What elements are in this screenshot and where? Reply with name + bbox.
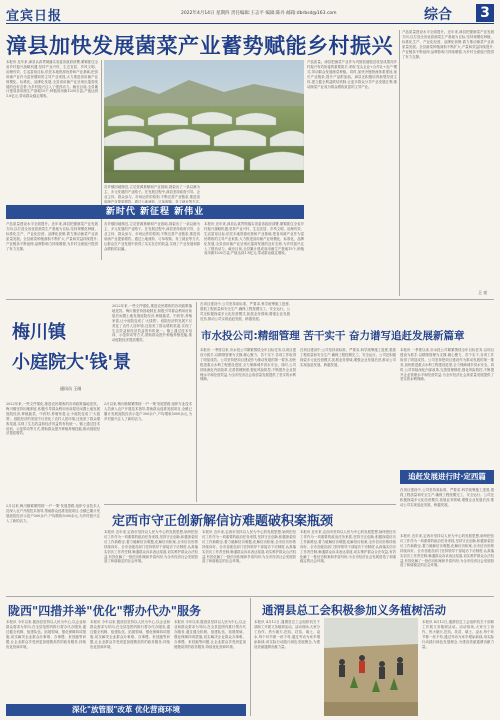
section-name: 综合: [424, 7, 452, 23]
dingxi-text-4: 本报讯 近年来,定西市坚持以人民为中心的发展思想,始终把信访工作作为一项重要的政治任务来抓,坚持守正创新,积极探索信访工作新路径,着力破解信访难题,化解信访积案,全市信访形势持续向好。全市各级各部门坚持领导干部接访下访制度,认真落实信访工作责任制,畅通群众诉求表达渠道,切实维护群众合法权益,有效化解了一批信访积案和矛盾纠纷,为全市经济社会发展营造了和谐稳定的社会环境。: [400, 534, 494, 568]
tongwei-photo: [324, 618, 418, 716]
longxi-text-1: 本报讯 今年以来,陇西县坚持以人民为中心,以企业和群众需求为导向,在全县范围内推行帮办代办服务,通过健全机制、组建队伍、拓展领域、强化保障四项措施,切实解决企业群众办事难、办事慢、来回跑等问题,让企业群众享受到更加便捷高效的政务服务,持续优化营商环境。: [6, 620, 86, 649]
masthead: [6, 4, 494, 24]
issue-meta: 2022年4月14日 星期四 责任编辑:王志平 编辑:陈丹 邮箱:dbrbsd@163.com: [181, 11, 337, 16]
tongwei-headline: 通渭县总工会积极参加义务植树活动: [262, 603, 446, 617]
meichuan-text-4: 2月以来,梅川镇紧紧围绕'一户一策'发展思路,组织专业技术人员深入农户开展技术指导,帮助群众选准发展项目,全镇已累计发展庭院经济示范户300余户,户均增收5000余元,为乡村振兴注入了新的活力。: [6, 504, 100, 523]
longxi-banner: 深化"放管服"改革 优化营商环境: [6, 704, 246, 716]
column-divider: [196, 302, 197, 502]
lead-photo: [104, 60, 304, 183]
lead-text-col6: 本报讯 近年来,漳县认真贯彻落实省委省政府部署,紧紧抓住全省乡村振兴战略机遇,坚持产业兴村、生态宜居、乡风文明、治理有效、生活富裕目标,依托本地资源优势和产业基础,把食用菌产业作为富民增收的主导产业来抓,大力推进食用菌产业规模化、标准化、品牌化发展,全县食用菌产业呈现出蓬勃发展的良好态势,为乡村振兴注入了强劲动力。截至目前,全县累计建成食用菌生产基地15个,种植食用菌1200万袋,产值达到1.8亿元,带动群众稳定增收。: [204, 222, 304, 256]
photo-caption-strip: 新时代 新征程 新伟业: [6, 205, 304, 219]
shuitou-text-2: 在项目建设中,公司坚持高标准、严要求,科学统筹施工进度,狠抓工程质量和安全生产,确保工程按期完工、安全运行。公司还积极探索多元化经营模式,拓展业务领域,增强企业发展后劲,推动公司实现追赶发展、跨越发展。: [300, 348, 396, 367]
meichuan-headline-1: 梅川镇: [12, 322, 66, 343]
tongwei-text-2: 本报讯 4月12日,通渭县总工会组织机关干部职工开展义务植树活动。活动现场,大家分工协作、热火朝天,挖坑、扶苗、填土、浇水,每个环节都一丝不苟,通过劳动为家乡增添新绿,用实际行动践行绿色发展理念,为建设美丽通渭贡献力量。: [422, 620, 494, 649]
tree-planting-photo: [324, 618, 418, 716]
tongwei-text-1: 本报讯 4月12日,通渭县总工会组织机关干部职工开展义务植树活动。活动现场,大家分工协作、热火朝天,挖坑、扶苗、填土、浇水,每个环节都一丝不苟,通过劳动为家乡增添新绿,用实际行动践行绿色发展理念,为建设美丽通渭贡献力量。: [254, 620, 320, 649]
right-banner: 追赶发展进行时·定西篇: [400, 470, 494, 484]
page-number: 3: [476, 4, 494, 22]
meichuan-text-1: 2022年来,一些文件强化,推进农民增收的各项政策落地见效。梅川镇坚持因地制宜,积极引导群众利用房前屋后闲置土地发展庭院经济,种植蔬菜、中药材,养殖家禽,让小庭院变成了'大钱景'。庭院经济的发展不仅美化了农村人居环境,还拓宽了群众增收渠道,实现了生态效益和经济效益的有机统一。镇上通过技术培训、示范带动等方式,帮助群众提升种植养殖技能,推动庭院经济提质增效。: [112, 304, 192, 343]
lead-text-col2: 各乡镇因地制宜,立足资源禀赋和产业基础,探索出了一条以菌为主、多元发展的产业路子。在发展过程中,漳县坚持政府引导、企业主体、群众参与、市场运作的原则,不断完善产业链条,推进食用菌产业提质增效。通过土地流转、订单收购、务工就业等方式,: [104, 185, 200, 203]
shuitou-text-1: 本报讯 一季度以来,市水投公司紧紧围绕全年目标任务,以项目建设为抓手,以精细管理为支撑,凝心聚力、苦干实干,各项工作取得了明显成效。公司坚持把项目建设作为推动发展的第一要务,加快推进重点水利工程建设进度,全力保障城乡供水安全。同时,公司持续深化内部改革,完善管理制度,强化风险防控,不断提升企业管理水平和经营效益,为全市经济社会高质量发展提供了坚实的水利保障。: [200, 348, 296, 382]
dingxi-text-1: 本报讯 近年来,定西市坚持以人民为中心的发展思想,始终把信访工作作为一项重要的政治任务来抓,坚持守正创新,积极探索信访工作新路径,着力破解信访难题,化解信访积案,全市信访形势持续向好。全市各级各部门坚持领导干部接访下访制度,认真落实信访工作责任制,畅通群众诉求表达渠道,切实维护群众合法权益,有效化解了一批信访积案和矛盾纠纷,为全市经济社会发展营造了和谐稳定的社会环境。: [104, 530, 198, 564]
section-divider: [104, 504, 396, 505]
meichuan-headline-2: 小庭院大'钱'景: [12, 352, 132, 373]
column-divider: [101, 60, 102, 260]
shuitou-headline: 市水投公司:精细管理 苦干实干 奋力谱写追赶发展新篇章: [201, 330, 465, 342]
dingxi-text-2: 本报讯 近年来,定西市坚持以人民为中心的发展思想,始终把信访工作作为一项重要的政治任务来抓,坚持守正创新,积极探索信访工作新路径,着力破解信访难题,化解信访积案,全市信访形势持续向好。全市各级各部门坚持领导干部接访下访制度,认真落实信访工作责任制,畅通群众诉求表达渠道,切实维护群众合法权益,有效化解了一批信访积案和矛盾纠纷,为全市经济社会发展营造了和谐稳定的社会环境。: [202, 530, 296, 564]
shuitou-intro: 在项目建设中,公司坚持高标准、严要求,科学统筹施工进度,狠抓工程质量和安全生产,确保工程按期完工、安全运行。公司还积极探索多元化经营模式,拓展业务领域,增强企业发展后劲,推动公司实现追赶发展、跨越发展。: [200, 302, 290, 321]
longxi-text-3: 本报讯 今年以来,陇西县坚持以人民为中心,以企业和群众需求为导向,在全县范围内推行帮办代办服务,通过健全机制、组建队伍、拓展领域、强化保障四项措施,切实解决企业群众办事难、办事慢、来回跑等问题,让企业群众享受到更加便捷高效的政务服务,持续优化营商环境。: [174, 620, 246, 649]
column-divider: [399, 30, 400, 296]
lead-author: 王 亮: [478, 290, 488, 295]
shuitou-text-3: 本报讯 一季度以来,市水投公司紧紧围绕全年目标任务,以项目建设为抓手,以精细管理为支撑,凝心聚力、苦干实干,各项工作取得了明显成效。公司坚持把项目建设作为推动发展的第一要务,加快推进重点水利工程建设进度,全力保障城乡供水安全。同时,公司持续深化内部改革,完善管理制度,强化风险防控,不断提升企业管理水平和经营效益,为全市经济社会高质量发展提供了坚实的水利保障。: [400, 348, 494, 382]
lead-text-col7: 产品质量建设水平全面提升。近年来,漳县把握菌菜产业发展方向,以打造全省优质菌菜生产基地为目标,坚持规模化种植、标准化生产、产业化经营、品牌化营销,着力推动菌菜产业高质量发展。全县菌菜种植面积不断扩大,产量和效益持续提升,产业链条不断延伸,品牌影响力持续增强,为乡村全面振兴提供了有力支撑。: [6, 222, 98, 251]
meichuan-text-3: 2月以来,梅川镇紧紧围绕'一户一策'发展思路,组织专业技术人员深入农户开展技术指导,帮助群众选准发展项目,全镇已累计发展庭院经济示范户300余户,户均增收5000余元,为乡村振兴注入了新的活力。: [104, 402, 192, 421]
meichuan-byline: 通讯员 王刚: [60, 386, 82, 391]
dingxi-text-3: 本报讯 近年来,定西市坚持以人民为中心的发展思想,始终把信访工作作为一项重要的政治任务来抓,坚持守正创新,积极探索信访工作新路径,着力破解信访难题,化解信访积案,全市信访形势持续向好。全市各级各部门坚持领导干部接访下访制度,认真落实信访工作责任制,畅通群众诉求表达渠道,切实维护群众合法权益,有效化解了一批信访积案和矛盾纠纷,为全市经济社会发展营造了和谐稳定的社会环境。: [300, 530, 396, 564]
lead-text-col4: 产品质量建设水平全面提升。近年来,漳县把握菌菜产业发展方向,以打造全省优质菌菜生产基地为目标,坚持规模化种植、标准化生产、产业化经营、品牌化营销,着力推动菌菜产业高质量发展。全县菌菜种植面积不断扩大,产量和效益持续提升,产业链条不断延伸,品牌影响力持续增强,为乡村全面振兴提供了有力支撑。: [402, 30, 494, 59]
lead-text-col5: 各乡镇因地制宜,立足资源禀赋和产业基础,探索出了一条以菌为主、多元发展的产业路子。在发展过程中,漳县坚持政府引导、企业主体、群众参与、市场运作的原则,不断完善产业链条,推进食用菌产业提质增效。通过土地流转、订单收购、务工就业等方式,让群众在产业发展中获得了实实在在的收益,实现了产业发展和群众增收的双赢。: [104, 222, 200, 251]
longxi-text-2: 本报讯 今年以来,陇西县坚持以人民为中心,以企业和群众需求为导向,在全县范围内推行帮办代办服务,通过健全机制、组建队伍、拓展领域、强化保障四项措施,切实解决企业群众办事难、办事慢、来回跑等问题,让企业群众享受到更加便捷高效的政务服务,持续优化营商环境。: [90, 620, 170, 649]
dingxi-headline: 定西市守正创新解信访难题破积案瓶颈: [112, 514, 334, 529]
lead-headline: 漳县加快发展菌菜产业蓄势赋能乡村振兴: [6, 34, 393, 58]
lead-text-col1: 本报讯 近年来,漳县认真贯彻落实省委省政府部署,紧紧抓住全省乡村振兴战略机遇,坚持产业兴村、生态宜居、乡风文明、治理有效、生活富裕目标,依托本地资源优势和产业基础,把食用菌产业作为富民增收的主导产业来抓,大力推进食用菌产业规模化、标准化、品牌化发展,全县食用菌产业呈现出蓬勃发展的良好态势,为乡村振兴注入了强劲动力。截至目前,全县累计建成食用菌生产基地15个,种植食用菌1200万袋,产值达到1.8亿元,带动群众稳定增收。: [6, 60, 98, 99]
lead-text-col3: 产品质量。漳县把菌菜产业作为巩固拓展脱贫攻坚成果同乡村振兴有效衔接的重要抓手,采取'龙头企业+合作社+农户'模式,带动群众发展菌菜种植。同时,加快冷链物流体系建设,延长产业链条,提升产品附加值。漳县还积极培育新型经营主体,建立健全利益联结机制,让更多群众分享产业发展红利,推动菌菜产业成为群众增收致富的主导产业。: [307, 60, 397, 89]
longxi-headline: 陇西"四措并举"优化"帮办代办"服务: [8, 604, 202, 618]
section-divider: [6, 299, 494, 300]
newspaper-logo: 宜宾日报: [6, 9, 63, 24]
column-divider: [250, 598, 251, 716]
section-divider: [6, 596, 494, 597]
meichuan-text-2: 2022年来,一些文件强化,推进农民增收的各项政策落地见效。梅川镇坚持因地制宜,积极引导群众利用房前屋后闲置土地发展庭院经济,种植蔬菜、中药材,养殖家禽,让小庭院变成了'大钱景'。庭院经济的发展不仅美化了农村人居环境,还拓宽了群众增收渠道,实现了生态效益和经济效益的有机统一。镇上通过技术培训、示范带动等方式,帮助群众提升种植养殖技能,推动庭院经济提质增效。: [6, 402, 100, 436]
shuitou-text-4: 在项目建设中,公司坚持高标准、严要求,科学统筹施工进度,狠抓工程质量和安全生产,确保工程按期完工、安全运行。公司还积极探索多元化经营模式,拓展业务领域,增强企业发展后劲,推动公司实现追赶发展、跨越发展。: [400, 488, 494, 507]
greenhouse-photo: [104, 60, 304, 183]
